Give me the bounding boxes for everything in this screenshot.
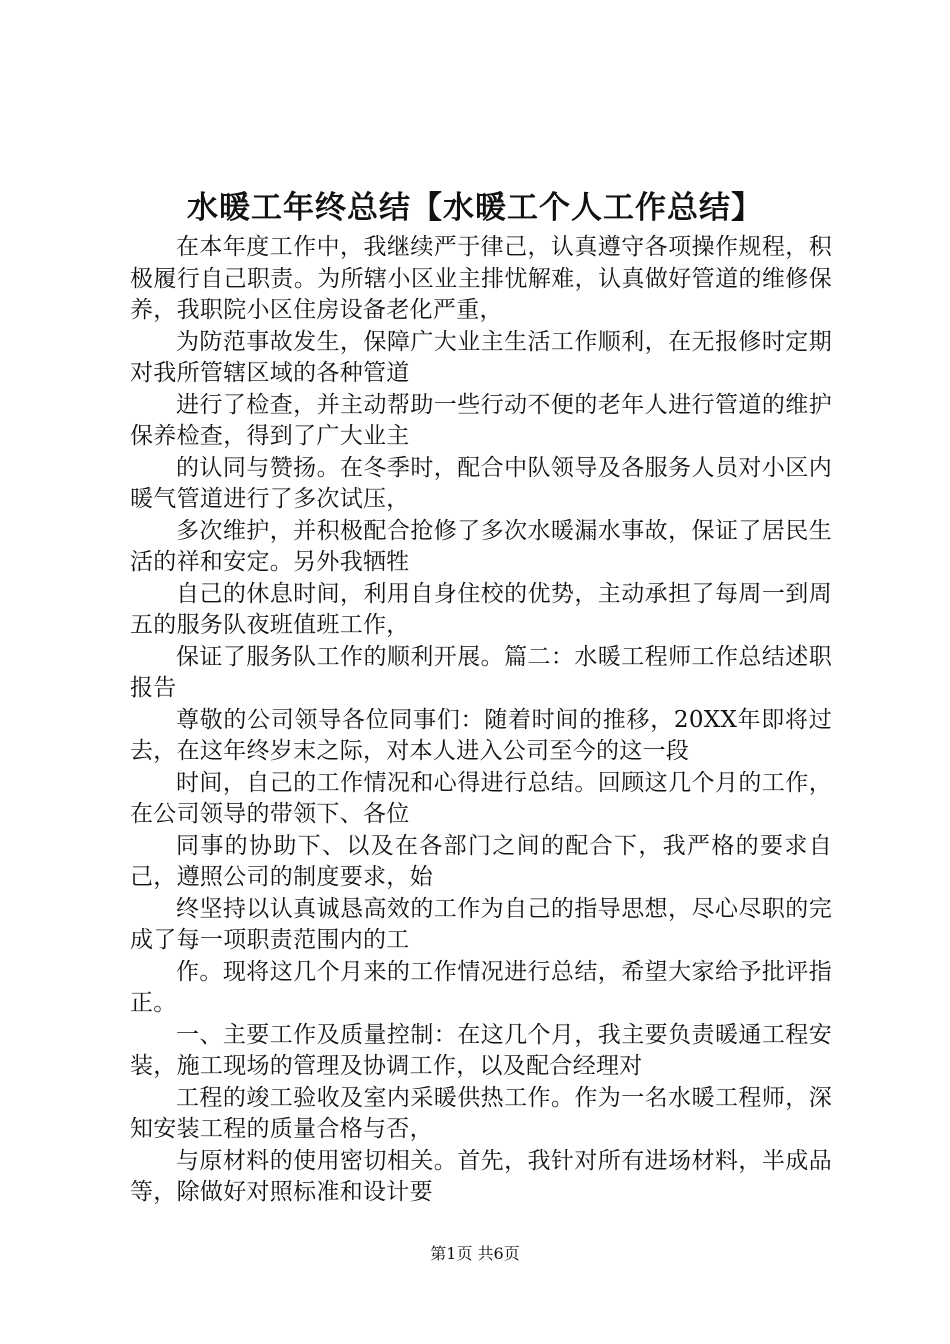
paragraph: 与原材料的使用密切相关。首先，我针对所有进场材料，半成品等，除做好对照标准和设计要: [130, 1147, 832, 1205]
page-number-footer: 第1页 共6页: [430, 1244, 520, 1263]
paragraph: 多次维护，并积极配合抢修了多次水暖漏水事故，保证了居民生活的祥和安定。另外我牺牲: [130, 517, 832, 575]
paragraph: 工程的竣工验收及室内采暖供热工作。作为一名水暖工程师，深知安装工程的质量合格与否，: [130, 1084, 832, 1142]
paragraph: 一、主要工作及质量控制：在这几个月，我主要负责暖通工程安装，施工现场的管理及协调工作，以及配合经理对: [130, 1021, 832, 1079]
paragraph: 保证了服务队工作的顺利开展。篇二：水暖工程师工作总结述职报告: [130, 643, 832, 701]
document-body: [130, 232, 832, 1209]
paragraph: 同事的协助下、以及在各部门之间的配合下，我严格的要求自己，遵照公司的制度要求，始: [130, 832, 832, 890]
paragraph: 尊敬的公司领导各位同事们：随着时间的推移，20XX年即将过去，在这年终岁末之际，对本人进入公司至今的这一段: [130, 706, 832, 764]
paragraph: 进行了检查，并主动帮助一些行动不便的老年人进行管道的维护保养检查，得到了广大业主: [130, 391, 832, 449]
paragraph: 为防范事故发生，保障广大业主生活工作顺利，在无报修时定期对我所管辖区域的各种管道: [130, 328, 832, 386]
paragraph: 作。现将这几个月来的工作情况进行总结，希望大家给予批评指正。: [130, 958, 832, 1016]
paragraph: 时间，自己的工作情况和心得进行总结。回顾这几个月的工作，在公司领导的带领下、各位: [130, 769, 832, 827]
paragraph: 自己的休息时间，利用自身住校的优势，主动承担了每周一到周五的服务队夜班值班工作，: [130, 580, 832, 638]
paragraph: 在本年度工作中，我继续严于律己，认真遵守各项操作规程，积极履行自己职责。为所辖小区业主排忧解难，认真做好管道的维修保养，我职院小区住房设备老化严重，: [130, 234, 832, 323]
document-title: 水暖工年终总结【水暖工个人工作总结】: [187, 190, 763, 226]
paragraph: 终坚持以认真诚恳高效的工作为自己的指导思想，尽心尽职的完成了每一项职责范围内的工: [130, 895, 832, 953]
paragraph: 的认同与赞扬。在冬季时，配合中队领导及各服务人员对小区内暖气管道进行了多次试压，: [130, 454, 832, 512]
